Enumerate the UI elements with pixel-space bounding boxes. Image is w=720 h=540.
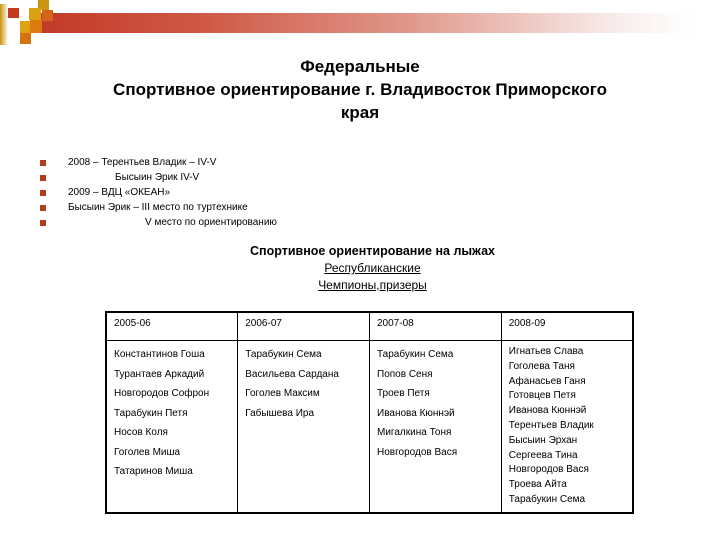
athlete-name: Иванова Кюннэй [508, 405, 587, 417]
slide-title [0, 55, 720, 124]
title-line-3: края [340, 103, 380, 122]
bullet-square-icon [40, 190, 46, 196]
athlete-name: Афанасьев Ганя [508, 375, 586, 387]
athlete-name: Новгородов Вася [377, 446, 458, 458]
deco-square-red [8, 8, 19, 18]
deco-square-gold [29, 8, 41, 20]
bullet-item [40, 202, 277, 217]
subtitle-block [105, 243, 640, 294]
athlete-name: Тарабукин Сема [245, 349, 322, 360]
athlete-name: Троев Петя [377, 388, 430, 399]
deco-square-gold2 [20, 21, 30, 33]
athlete-name: Тарабукин Сема [377, 349, 454, 360]
bullet-square-icon [40, 220, 46, 226]
bullet-item [40, 187, 277, 202]
table-column-2007-08 [370, 341, 502, 514]
athlete-name: Троева Айта [508, 479, 567, 491]
table-body-row [106, 341, 633, 514]
athlete-name: Игнатьев Слава [508, 346, 584, 357]
bullet-text: Бысыин Эрик – III место по туртехнике [68, 202, 248, 213]
athlete-name: Бысыин Эрхан [508, 434, 578, 446]
table-column-2006-07 [238, 341, 370, 514]
subtitle-line-2: Республиканские [324, 261, 421, 275]
bullet-text: Бысыин Эрик IV-V [115, 172, 200, 183]
table-header-2008-09: 2008-09 [501, 312, 633, 341]
bullet-square-icon [40, 205, 46, 211]
deco-square-orange-red [42, 10, 53, 21]
table-header-2005-06: 2005-06 [106, 312, 238, 341]
deco-square-orange-dark [20, 33, 31, 44]
athlete-name: Новгородов Вася [508, 464, 589, 476]
bullet-list [40, 157, 277, 232]
subtitle-line-3: Чемпионы,призеры [318, 278, 427, 292]
table-header-2007-08: 2007-08 [370, 312, 502, 341]
table-header-row [106, 312, 633, 341]
subtitle-line-1: Спортивное ориентирование на лыжах [250, 244, 495, 258]
title-line-2: Спортивное ориентирование г. Владивосток Приморского [113, 80, 607, 99]
table-header-2006-07: 2006-07 [238, 312, 370, 341]
athlete-name: Константинов Гоша [114, 349, 205, 360]
athlete-name: Гоголева Таня [508, 360, 575, 372]
bullet-text: V место по ориентированию [145, 217, 277, 228]
athlete-name: Новгородов Софрон [114, 388, 210, 399]
athlete-name: Мигалкина Тоня [377, 427, 452, 438]
table-column-2008-09 [501, 341, 633, 514]
athlete-name: Татаринов Миша [114, 466, 193, 477]
bullet-text: 2008 – Терентьев Владик – IV-V [68, 157, 217, 168]
bullet-item [40, 217, 277, 232]
title-line-1: Федеральные [300, 57, 420, 76]
red-gradient-bar [40, 13, 712, 33]
athlete-name: Попов Сеня [377, 368, 433, 380]
athlete-name: Габышева Ира [245, 407, 315, 419]
table-column-2005-06 [106, 341, 238, 514]
athlete-name: Носов Коля [114, 427, 168, 438]
results-table [105, 311, 634, 514]
athlete-name: Гоголев Максим [245, 388, 320, 399]
athlete-name: Иванова Кюннэй [377, 407, 455, 419]
athlete-name: Сергеева Тина [508, 449, 578, 461]
bullet-square-icon [40, 160, 46, 166]
bullet-item [40, 157, 277, 172]
bullet-text: 2009 – ВДЦ «ОКЕАН» [68, 187, 171, 198]
athlete-name: Терентьев Владик [508, 419, 594, 431]
athlete-name: Тарабукин Сема [508, 493, 586, 505]
bullet-item [40, 172, 277, 187]
athlete-name: Гоголев Миша [114, 446, 181, 458]
athlete-name: Тарабукин Петя [114, 407, 188, 419]
athlete-name: Турантаев Аркадий [114, 368, 205, 380]
athlete-name: Готовцев Петя [508, 390, 576, 402]
athlete-name: Васильева Сардана [245, 368, 339, 380]
bullet-square-icon [40, 175, 46, 181]
deco-square-orange [30, 20, 42, 33]
gold-gradient-bar [0, 4, 8, 45]
